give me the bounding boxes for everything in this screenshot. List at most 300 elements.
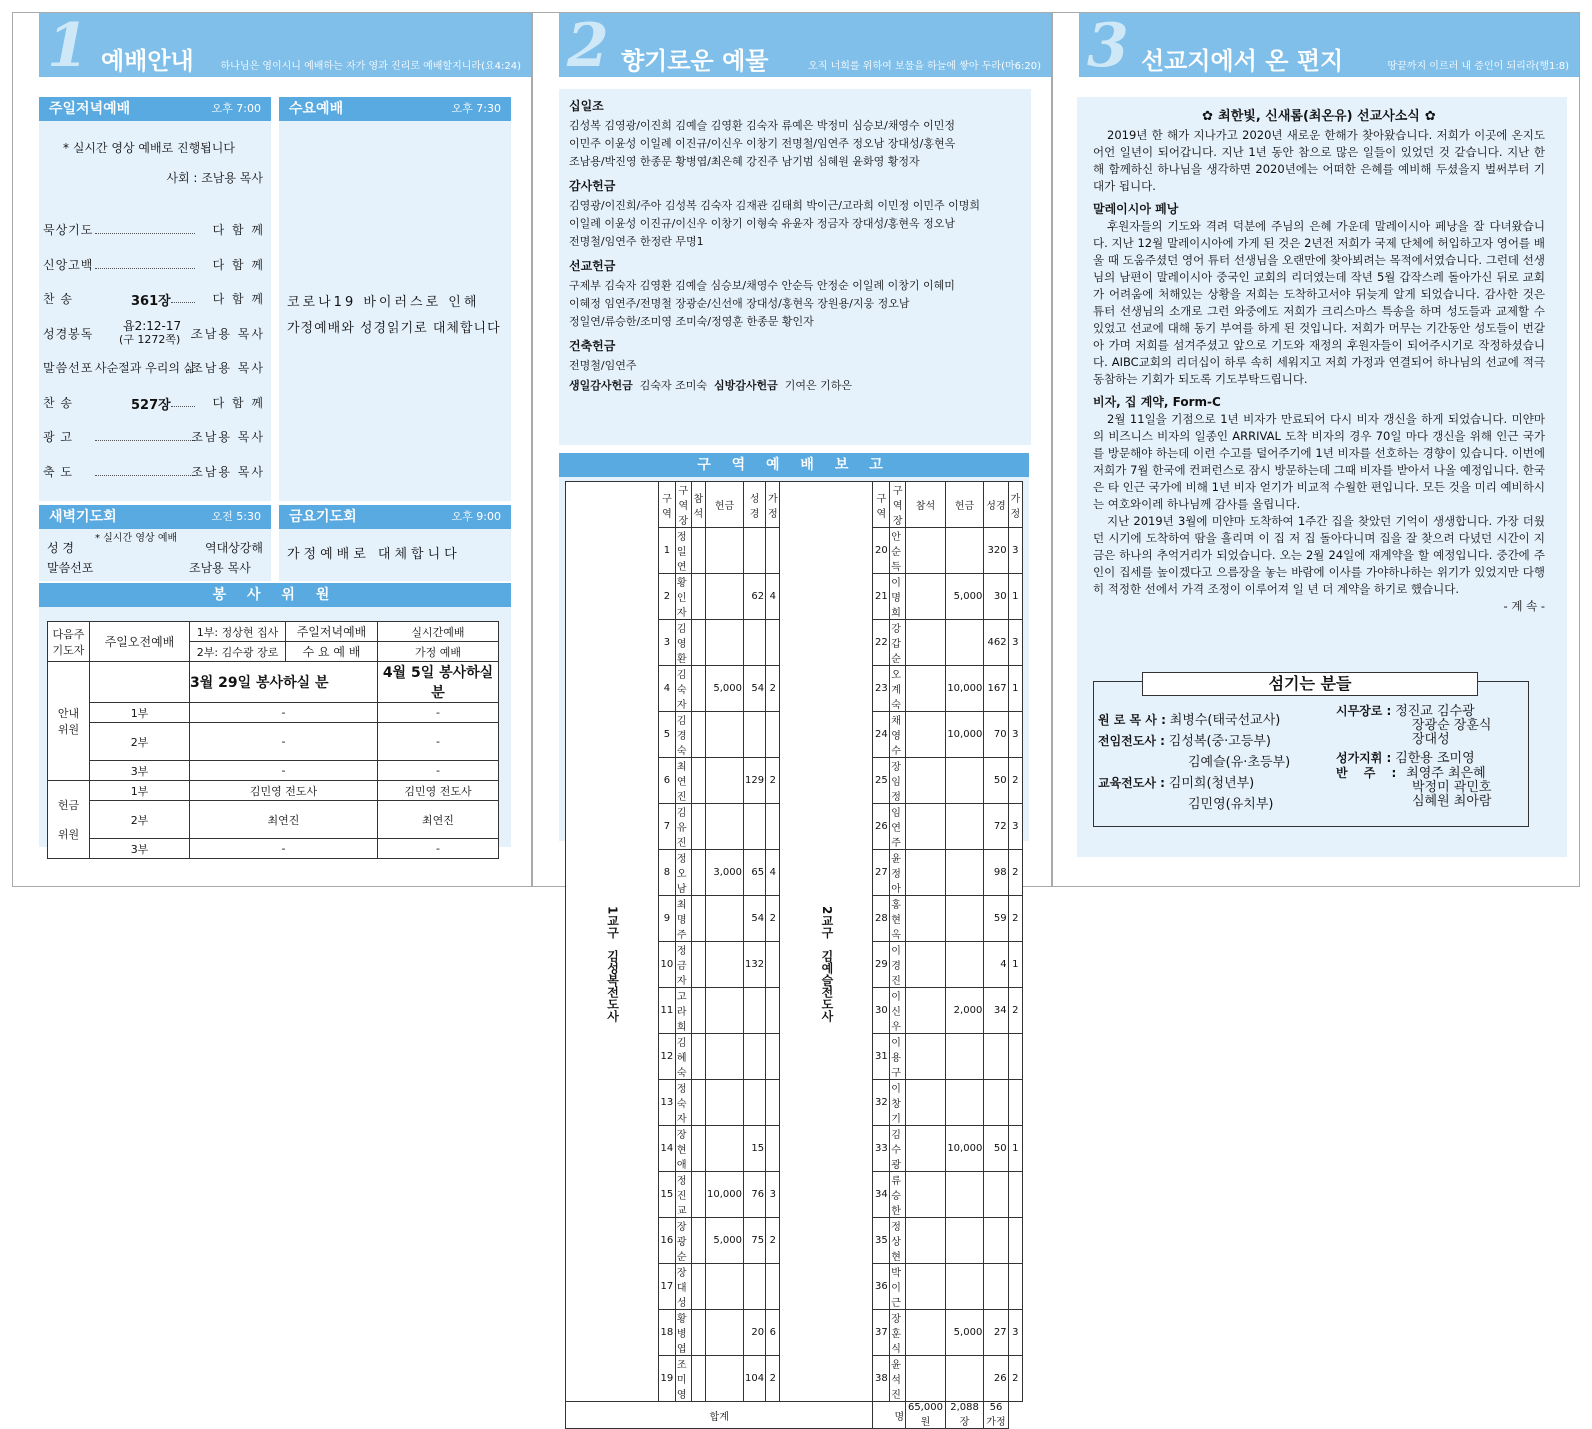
order-dots bbox=[95, 233, 195, 234]
table-cell: 50 bbox=[984, 758, 1008, 804]
table-cell bbox=[945, 1080, 984, 1126]
table-cell: 38 bbox=[873, 1356, 890, 1402]
table-cell: 장대성 bbox=[675, 1264, 691, 1310]
table-cell: 장광순 bbox=[675, 1218, 691, 1264]
table-cell bbox=[766, 1080, 780, 1126]
order-person: 다 함 께 bbox=[212, 292, 265, 306]
table-cell: 홍현옥 bbox=[890, 896, 906, 942]
table-cell bbox=[691, 1264, 705, 1310]
table-cell: 59 bbox=[984, 896, 1008, 942]
total-bible: 2,088장 bbox=[945, 1402, 984, 1429]
table-cell: 이명희 bbox=[890, 574, 906, 620]
table-cell bbox=[691, 712, 705, 758]
table-cell bbox=[906, 896, 946, 942]
offering-names: 정일연/류승한/조미영 조미숙/정영훈 한종문 황인자 bbox=[569, 315, 814, 328]
order-detail: 361장 bbox=[131, 294, 171, 309]
table-cell: 김경숙 bbox=[675, 712, 691, 758]
table-cell: 70 bbox=[984, 712, 1008, 758]
table-cell: 10,000 bbox=[945, 1126, 984, 1172]
table-cell bbox=[744, 620, 766, 666]
table-cell bbox=[766, 1264, 780, 1310]
table-cell: 3 bbox=[1008, 804, 1022, 850]
table-cell bbox=[691, 528, 705, 574]
order-item: 묵상기도 bbox=[43, 223, 94, 237]
table-cell: 10,000 bbox=[945, 712, 984, 758]
table-cell: 2 bbox=[766, 1356, 780, 1402]
table-cell: 5,000 bbox=[945, 1310, 984, 1356]
table-cell: 1 bbox=[659, 528, 676, 574]
table-cell: 6 bbox=[766, 1310, 780, 1356]
table-cell bbox=[744, 528, 766, 574]
dawn-note: * 실시간 영상 예배 bbox=[95, 533, 178, 544]
table-cell: 오계숙 bbox=[890, 666, 906, 712]
table-cell bbox=[906, 1356, 946, 1402]
table-cell bbox=[906, 804, 946, 850]
group-report-box bbox=[559, 477, 1029, 1428]
table-cell: 34 bbox=[984, 988, 1008, 1034]
table-cell: 7 bbox=[659, 804, 676, 850]
table-cell: 채영수 bbox=[890, 712, 906, 758]
table-cell bbox=[766, 620, 780, 666]
wednesday-box bbox=[279, 121, 511, 501]
table-cell: 2 bbox=[1008, 988, 1022, 1034]
table-cell: 22 bbox=[873, 620, 890, 666]
table-cell: 18 bbox=[659, 1310, 676, 1356]
offering-names: 이민주 이윤성 이일례 이진규/이신우 이창기 전명철/임연주 정오남 장대성/홍현옥 bbox=[569, 137, 956, 150]
column-header: 성경 bbox=[984, 482, 1008, 528]
staff-right: 시무장로 : 정진교 김수광 장광순 장훈식 장대성 성가지휘 : 김한용 조미영 반 주 : 최영주 최은혜 박정미 곽민호 심혜원 최아람 bbox=[1336, 704, 1492, 809]
table-cell: 54 bbox=[744, 896, 766, 942]
table-cell bbox=[691, 942, 705, 988]
table-cell bbox=[906, 850, 946, 896]
table-cell bbox=[706, 1310, 744, 1356]
table-cell bbox=[744, 804, 766, 850]
table-cell: 32 bbox=[873, 1080, 890, 1126]
offerings-header bbox=[559, 11, 1051, 81]
table-cell: 정상현 bbox=[890, 1218, 906, 1264]
table-cell bbox=[706, 1264, 744, 1310]
table-cell: 10 bbox=[659, 942, 676, 988]
table-cell bbox=[691, 1034, 705, 1080]
table-cell bbox=[691, 804, 705, 850]
table-cell bbox=[906, 1218, 946, 1264]
table-cell bbox=[744, 988, 766, 1034]
table-cell: 1 bbox=[1008, 942, 1022, 988]
birthday-line: 생일감사헌금 김숙자 조미숙 심방감사헌금 기여은 기하은 bbox=[569, 379, 853, 392]
dawn-box bbox=[39, 529, 271, 581]
table-cell: 2 bbox=[1008, 758, 1022, 804]
group-report-bar: 구 역 예 배 보 고 bbox=[559, 453, 1029, 477]
letter-paragraph: 2019년 한 해가 지나가고 2020년 새로운 한해가 찾아왔습니다. 저희가 이곳에 온지도 어언 일년이 되어갑니다. 지난 1년 동안 참으로 많은 일들이 있었던 것 같습니다. 지난 한 해 함께하신 하나님을 생각하면 2020년에는 어떠한 은혜를 예비해 두셨을지 벌써부터 기대가 됩니다. bbox=[1093, 128, 1545, 193]
table-cell bbox=[906, 1310, 946, 1356]
order-person: 다 함 께 bbox=[212, 257, 265, 272]
table-cell: 3 bbox=[766, 1172, 780, 1218]
order-person: 다 함 께 bbox=[212, 223, 265, 237]
order-item: 찬 송 bbox=[43, 292, 73, 306]
table-cell: 2 bbox=[1008, 1356, 1022, 1402]
table-cell: 2 bbox=[766, 896, 780, 942]
order-detail: 527장 bbox=[131, 397, 171, 413]
volunteers-box bbox=[39, 607, 511, 856]
table-cell bbox=[945, 620, 984, 666]
column-header: 구역 bbox=[873, 482, 890, 528]
offering-names: 이일례 이윤성 이진규/이신우 이창기 이형숙 유윤자 정금자 장대성/홍현옥 정오남 bbox=[569, 217, 956, 230]
date-1: 3월 29일 봉사하실 분 bbox=[190, 662, 378, 703]
table-cell bbox=[766, 1126, 780, 1172]
table-cell: 4 bbox=[766, 850, 780, 896]
letter-panel bbox=[1052, 12, 1580, 887]
column-header: 구역장 bbox=[675, 482, 691, 528]
table-cell bbox=[766, 712, 780, 758]
table-cell: 2 bbox=[766, 1218, 780, 1264]
table-cell bbox=[691, 574, 705, 620]
letter-paragraph: 후원자들의 기도와 격려 덕분에 주님의 은혜 가운데 말레이시아 페낭을 잘 다녀왔습니다. 지난 12월 말레이시아에 가게 된 것은 2년전 저희가 국제 단체에 허입하고자 영어를 배울 때 도움주셨던 영어 튜터 선생님을 오랜만에 찾아뵈려는 목적에서였습니다. 그런데 선생님의 남편이 말레이시아 중국인 교회의 리더였는데 작년 5월 갑작스레 돌아가신 뒤로 교회가 어려움에 처해있는 상황을 저희는 도착하고서야 뒤늦게 알게 되었습니다. 감사한 것은 튜터 선생님의 소개로 그런 와중에도 저희가 크리스마스 특송을 하며 성도들과 교제할 수 있었고 선교에 대해 동기 부여를 하게 된 것입니다. 저희가 머무는 기간동안 성도들이 번갈아 가며 저희를 섬겨주셨고 앞으로 기도와 재정의 후원자들이 되어주시기로 작정하셨습니다. AIBC교회의 리더십이 하루 속히 세워지고 저희 가정과 연결되어 하나님의 선교에 적극 동참하는 기회가 되도록 기도부탁드립니다. bbox=[1093, 219, 1545, 386]
table-cell: 1 bbox=[1008, 666, 1022, 712]
table-cell: 3 bbox=[1008, 528, 1022, 574]
table-cell: 2 bbox=[1008, 896, 1022, 942]
section-verse: 땅끝까지 이르러 내 증인이 되리라(행1:8) bbox=[1387, 61, 1569, 72]
wed-msg-2: 가정예배와 성경읽기로 대체합니다 bbox=[287, 321, 501, 336]
table-cell: 104 bbox=[744, 1356, 766, 1402]
table-cell bbox=[706, 896, 744, 942]
table-cell bbox=[706, 620, 744, 666]
table-cell: 35 bbox=[873, 1218, 890, 1264]
letter-title: ✿ 최한빛, 신새롬(최온유) 선교사소식 ✿ bbox=[1202, 109, 1436, 124]
column-header: 가정 bbox=[1008, 482, 1022, 528]
volunteers-bar: 봉 사 위 원 bbox=[39, 583, 511, 607]
table-cell: 장현애 bbox=[675, 1126, 691, 1172]
table-cell: 3 bbox=[1008, 712, 1022, 758]
order-row bbox=[43, 428, 265, 448]
order-item: 성경봉독 bbox=[43, 326, 94, 341]
table-header-row bbox=[566, 482, 1023, 528]
table-cell: 장훈식 bbox=[890, 1310, 906, 1356]
letter-heading: 말레이시아 페낭 bbox=[1093, 202, 1179, 216]
order-row bbox=[43, 463, 265, 483]
order-item: 신앙고백 bbox=[43, 257, 94, 272]
order-row bbox=[43, 394, 265, 414]
table-cell bbox=[906, 1034, 946, 1080]
table-cell: 36 bbox=[873, 1264, 890, 1310]
section-title: 향기로운 예물 bbox=[621, 47, 769, 75]
table-cell bbox=[706, 988, 744, 1034]
table-cell: 김수광 bbox=[890, 1126, 906, 1172]
district-label: 2교구 김예슬전도사 bbox=[780, 528, 873, 1402]
table-cell: 김숙자 bbox=[675, 666, 691, 712]
table-cell: 정오남 bbox=[675, 850, 691, 896]
table-cell: 27 bbox=[873, 850, 890, 896]
offering-names: 전명철/임연주 한정란 무명1 bbox=[569, 235, 704, 248]
table-cell: 황병엽 bbox=[675, 1310, 691, 1356]
column-header: 성경 bbox=[744, 482, 766, 528]
table-cell: 정진교 bbox=[675, 1172, 691, 1218]
table-cell bbox=[906, 758, 946, 804]
offering-type: 선교헌금 bbox=[569, 259, 616, 273]
table-cell: 12 bbox=[659, 1034, 676, 1080]
offering-names: 김성복 김영광/이진희 김예슬 김영환 김숙자 류예은 박정미 심승보/채영수 이민정 bbox=[569, 119, 956, 132]
table-cell: 10,000 bbox=[706, 1172, 744, 1218]
offering-type: 건축헌금 bbox=[569, 339, 616, 353]
table-cell bbox=[945, 804, 984, 850]
column-header: 구역장 bbox=[890, 482, 906, 528]
continued: - 계 속 - bbox=[1503, 599, 1545, 613]
table-cell: 98 bbox=[984, 850, 1008, 896]
friday-box bbox=[279, 529, 511, 581]
dawn-bar: 새벽기도회 오전 5:30 bbox=[39, 505, 271, 529]
host: 사회 : 조남용 목사 bbox=[166, 171, 263, 185]
table-cell: 11 bbox=[659, 988, 676, 1034]
table-cell: 54 bbox=[744, 666, 766, 712]
wed-msg-1: 코로나19 바이러스로 인해 bbox=[287, 295, 480, 310]
table-cell: 조미영 bbox=[675, 1356, 691, 1402]
letter-heading: 비자, 집 계약, Form-C bbox=[1093, 395, 1221, 409]
table-cell bbox=[906, 528, 946, 574]
table-cell bbox=[1008, 1172, 1022, 1218]
table-cell bbox=[945, 528, 984, 574]
table-cell bbox=[945, 1034, 984, 1080]
table-cell: 2 bbox=[1008, 850, 1022, 896]
table-cell: 26 bbox=[873, 804, 890, 850]
table-cell: 류승한 bbox=[890, 1172, 906, 1218]
table-cell bbox=[984, 1034, 1008, 1080]
order-person: 조남용 목사 bbox=[191, 430, 265, 444]
table-cell: 15 bbox=[659, 1172, 676, 1218]
order-row bbox=[43, 256, 265, 276]
table-cell: 20 bbox=[873, 528, 890, 574]
order-dots bbox=[95, 440, 195, 441]
table-cell: 4 bbox=[766, 574, 780, 620]
table-cell bbox=[691, 1172, 705, 1218]
worship-panel bbox=[12, 12, 532, 887]
order-person: 조남용 목사 bbox=[191, 326, 265, 341]
table-cell: 27 bbox=[984, 1310, 1008, 1356]
table-cell bbox=[706, 574, 744, 620]
table-cell: 2,000 bbox=[945, 988, 984, 1034]
order-dots bbox=[95, 475, 195, 476]
table-cell: 이신우 bbox=[890, 988, 906, 1034]
table-cell bbox=[691, 1356, 705, 1402]
offering-names: 전명철/임연주 bbox=[569, 359, 637, 372]
section-number: 1 bbox=[47, 11, 89, 81]
table-cell bbox=[744, 712, 766, 758]
table-cell: 5 bbox=[659, 712, 676, 758]
table-cell: 정금자 bbox=[675, 942, 691, 988]
table-cell bbox=[984, 1080, 1008, 1126]
live-note: * 실시간 영상 예배로 진행됩니다 bbox=[63, 141, 235, 155]
table-cell bbox=[766, 942, 780, 988]
table-cell: 9 bbox=[659, 896, 676, 942]
order-detail: 사순절과 우리의 삶 bbox=[95, 361, 196, 375]
order-item: 광 고 bbox=[43, 430, 73, 444]
district-label: 1교구 김성복전도사 bbox=[566, 528, 659, 1402]
table-cell bbox=[945, 850, 984, 896]
table-cell bbox=[945, 1172, 984, 1218]
table-cell bbox=[906, 988, 946, 1034]
table-cell: 19 bbox=[659, 1356, 676, 1402]
table-cell bbox=[945, 1264, 984, 1310]
table-cell: 이창기 bbox=[890, 1080, 906, 1126]
table-cell: 29 bbox=[873, 942, 890, 988]
order-row bbox=[43, 221, 265, 241]
total-offering: 65,000원 bbox=[906, 1402, 946, 1429]
table-cell: 정숙자 bbox=[675, 1080, 691, 1126]
table-row bbox=[566, 528, 1023, 574]
table-cell: 17 bbox=[659, 1264, 676, 1310]
staff-title: 섬기는 분들 bbox=[1142, 672, 1478, 696]
table-cell bbox=[691, 850, 705, 896]
table-cell bbox=[691, 758, 705, 804]
order-person: 조남용 목사 bbox=[191, 361, 265, 375]
table-cell: 16 bbox=[659, 1218, 676, 1264]
section-verse: 오직 너희를 위하여 보물을 하늘에 쌓아 두라(마6:20) bbox=[808, 61, 1041, 72]
staff-box bbox=[1093, 674, 1529, 827]
table-cell bbox=[706, 942, 744, 988]
table-cell bbox=[706, 1126, 744, 1172]
dawn-bible-label: 성 경 bbox=[47, 541, 74, 555]
table-cell bbox=[691, 1218, 705, 1264]
order-person: 다 함 께 bbox=[212, 395, 265, 410]
table-cell: 65 bbox=[744, 850, 766, 896]
order-dots bbox=[95, 268, 195, 269]
table-cell: 1 bbox=[1008, 574, 1022, 620]
offering-names: 김영광/이진희/주아 김성복 김숙자 김재관 김태희 박이근/고라희 이민정 이민주 이명희 bbox=[569, 199, 980, 212]
table-cell bbox=[906, 620, 946, 666]
table-cell bbox=[906, 942, 946, 988]
table-cell: 정일연 bbox=[675, 528, 691, 574]
table-cell: 3 bbox=[1008, 620, 1022, 666]
table-cell: 30 bbox=[984, 574, 1008, 620]
table-cell: 강갑순 bbox=[890, 620, 906, 666]
table-cell: 20 bbox=[744, 1310, 766, 1356]
table-cell: 10,000 bbox=[945, 666, 984, 712]
table-cell bbox=[706, 804, 744, 850]
table-cell: 167 bbox=[984, 666, 1008, 712]
table-cell: 윤석진 bbox=[890, 1356, 906, 1402]
date-2: 4월 5일 봉사하실 분 bbox=[378, 662, 499, 703]
table-cell bbox=[706, 528, 744, 574]
dawn-preacher: 조남용 목사 bbox=[189, 561, 251, 575]
column-header: 참석 bbox=[906, 482, 946, 528]
total-label: 합계 bbox=[566, 1402, 873, 1429]
table-cell: 31 bbox=[873, 1034, 890, 1080]
table-cell: 임연주 bbox=[890, 804, 906, 850]
table-cell: 김영환 bbox=[675, 620, 691, 666]
table-cell: 129 bbox=[744, 758, 766, 804]
letter-paragraph: 2월 11일을 기점으로 1년 비자가 만료되어 다시 비자 갱신을 하게 되었습니다. 미얀마의 비즈니스 비자의 일종인 ARRIVAL 도착 비자의 경우 70일 마다 갱신을 위해 인근 국가를 방문해야 하는데 이런 수고를 덜어주기에 1년 비자를 선호하는 경향이 있습니다. 이번에 저희가 7월 한국에 컨퍼런스로 잠시 방문하는데 그때 비자를 받아서 나올 예정입니다. 한국은 타 인근 국가에 비해 1년 비자 얻기가 비교적 수월한 편입니다. 모든 것을 미리 예비하시는 여호와이레 하나님께 감사를 올립니다. bbox=[1093, 412, 1545, 511]
table-cell bbox=[1008, 1080, 1022, 1126]
letter-body bbox=[1093, 127, 1545, 615]
table-cell bbox=[1008, 1264, 1022, 1310]
table-cell: 14 bbox=[659, 1126, 676, 1172]
table-cell: 62 bbox=[744, 574, 766, 620]
table-cell bbox=[691, 896, 705, 942]
table-cell bbox=[1008, 1034, 1022, 1080]
section-title: 예배안내 bbox=[101, 47, 194, 75]
order-item: 말씀선포 bbox=[43, 361, 94, 375]
table-cell: 3,000 bbox=[706, 850, 744, 896]
table-cell: 50 bbox=[984, 1126, 1008, 1172]
table-cell bbox=[945, 1218, 984, 1264]
table-cell: 2 bbox=[766, 758, 780, 804]
table-cell: 26 bbox=[984, 1356, 1008, 1402]
dawn-bible: 역대상강해 bbox=[205, 541, 263, 555]
table-cell bbox=[984, 1172, 1008, 1218]
table-cell: 5,000 bbox=[706, 666, 744, 712]
section-number: 3 bbox=[1087, 11, 1129, 81]
order-person: 조남용 목사 bbox=[191, 464, 265, 479]
table-cell: 김혜숙 bbox=[675, 1034, 691, 1080]
table-cell: 장임정 bbox=[890, 758, 906, 804]
table-cell bbox=[706, 1034, 744, 1080]
table-cell: 4 bbox=[984, 942, 1008, 988]
table-cell bbox=[766, 528, 780, 574]
offering-names: 이혜정 임연주/전명철 장광순/신선애 장대성/홍현옥 장원용/지웅 정오남 bbox=[569, 297, 910, 310]
table-cell bbox=[744, 1264, 766, 1310]
friday-msg: 가정예배로 대체합니다 bbox=[287, 547, 461, 562]
order-row bbox=[43, 359, 265, 379]
offerings-panel bbox=[532, 11, 1052, 1428]
table-cell bbox=[945, 758, 984, 804]
table-cell: 21 bbox=[873, 574, 890, 620]
table-cell bbox=[906, 1080, 946, 1126]
table-cell bbox=[706, 1080, 744, 1126]
table-cell bbox=[691, 666, 705, 712]
order-row bbox=[43, 290, 265, 310]
column-header: 헌금 bbox=[945, 482, 984, 528]
table-cell: 2 bbox=[766, 666, 780, 712]
volunteers-table: 다음주 기도자 주일오전예배 1부: 정상현 집사 주일저녁예배 실시간예배 2부: 김수광 장로 수 요 예 배 가정 예배 안내 위원 3월 29일 봉사하실 분 4월 5일 봉사하실 분 1부 - - 2부 - - 3부 - - 헌금 위원 1부 김민영 전도사 김민영 전도사 2부 최연진 최연진 3부 - - bbox=[47, 621, 499, 859]
table-cell: 75 bbox=[744, 1218, 766, 1264]
table-cell bbox=[766, 988, 780, 1034]
table-cell bbox=[691, 1126, 705, 1172]
section-verse: 하나님은 영이시니 예배하는 자가 영과 진리로 예배할지니라(요4:24) bbox=[220, 61, 521, 72]
table-cell bbox=[691, 1080, 705, 1126]
offering-names: 조남용/박진영 한종문 황병엽/최은혜 강진주 남기범 심혜원 윤화영 황정자 bbox=[569, 155, 920, 168]
order-row bbox=[43, 318, 265, 346]
offering-type: 감사헌금 bbox=[569, 179, 616, 193]
table-cell: 132 bbox=[744, 942, 766, 988]
letter-paragraph: 지난 2019년 3월에 미얀마 도착하여 1주간 집을 찾았던 기억이 생생합니다. 가장 더웠던 시기에 도착하여 땀을 흘리며 이 집 저 집 돌아다니며 집을 잘 찾으려 다녔던 시간이 지금은 하나의 추억거리가 되었습니다. 오는 2월 24일에 재계약을 할 예정입니다. 중간에 주인이 집세를 높이겠다고 으름장을 놓는 바람에 이사를 가야하나하는 위기가 있었지만 다행히 적정한 선에서 가격 조정이 이루어져 일 년 더 계약을 하기로 했습니다. bbox=[1093, 514, 1545, 596]
column-header: 참석 bbox=[691, 482, 705, 528]
table-cell bbox=[906, 574, 946, 620]
table-cell: 황인자 bbox=[675, 574, 691, 620]
table-cell bbox=[945, 942, 984, 988]
table-cell: 13 bbox=[659, 1080, 676, 1126]
table-cell: 고라희 bbox=[675, 988, 691, 1034]
table-cell bbox=[744, 1080, 766, 1126]
column-header: 구역 bbox=[659, 482, 676, 528]
table-cell: 5,000 bbox=[706, 1218, 744, 1264]
group-report-table bbox=[565, 481, 1023, 1429]
table-cell bbox=[706, 758, 744, 804]
total-home: 56가정 bbox=[984, 1402, 1008, 1429]
letter-header bbox=[1079, 11, 1579, 81]
table-cell: 8 bbox=[659, 850, 676, 896]
table-cell bbox=[1008, 1218, 1022, 1264]
table-cell: 박이근 bbox=[890, 1264, 906, 1310]
table-cell: 37 bbox=[873, 1310, 890, 1356]
table-cell: 30 bbox=[873, 988, 890, 1034]
total-row bbox=[566, 1402, 1023, 1429]
table-cell: 2 bbox=[659, 574, 676, 620]
table-cell: 1 bbox=[1008, 1126, 1022, 1172]
section-title: 선교지에서 온 편지 bbox=[1141, 47, 1344, 75]
section-number: 2 bbox=[567, 11, 609, 81]
table-cell: 안순득 bbox=[890, 528, 906, 574]
table-cell bbox=[906, 666, 946, 712]
table-cell bbox=[945, 1356, 984, 1402]
sunday-evening-bar: 주일저녁예배 오후 7:00 bbox=[39, 97, 271, 121]
